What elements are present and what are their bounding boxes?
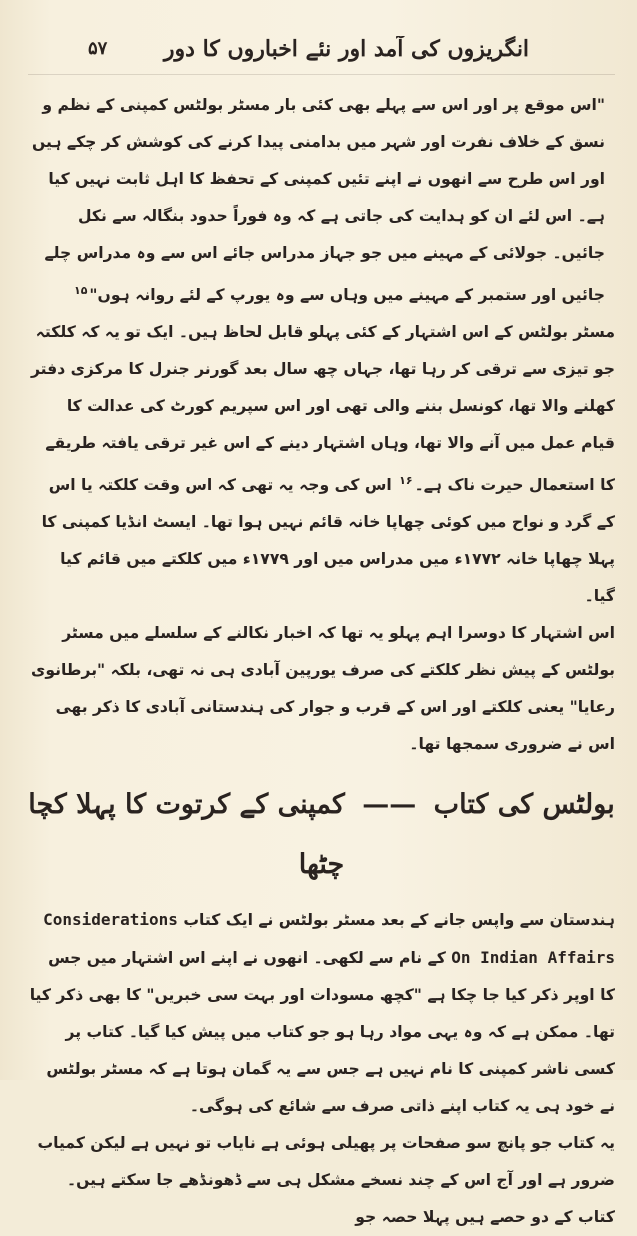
heading-subtitle: کمپنی کے کرتوت کا پہلا کچا چٹھا	[28, 789, 345, 881]
paragraph-text-continued: اس کی وجہ یہ تھی کہ اس وقت کلکتہ یا اس کے گرد و نواح میں کوئی چھاپا خانہ قائم نہیں ہوا تھا۔ ایسٹ انڈیا کمپنی کا پہلا چھاپا خانہ ۱۷۷۲ء میں مدراس میں اور ۱۷۷۹ء میں کلکتے میں قائم کیا گیا۔	[41, 476, 615, 606]
page-number: ۵۷	[88, 38, 108, 59]
paragraph-text: اس اشتہار کا دوسرا اہم پہلو یہ تھا کہ اخبار نکالنے کے سلسلے میں مسٹر بولٹس کے پیش نظر کلکتے کی صرف یورپین آبادی ہی نہ تھی، بلکہ "برطانوی رعایا" یعنی کلکتے اور اس کے قرب و جوار کی ہندستانی آبادی کا ذکر بھی اس نے ضروری سمجھا تھا۔	[31, 624, 615, 754]
english-title-part-1: Considerations	[43, 910, 178, 930]
paragraph-book-intro	[28, 901, 615, 1125]
quoted-order	[28, 87, 615, 314]
page-header	[28, 30, 615, 75]
paragraph-book-rarity	[28, 1125, 615, 1236]
paragraph-text: مسٹر بولٹس کے اس اشتہار کے کئی پہلو قابل لحاظ ہیں۔ ایک تو یہ کہ کلکتہ جو تیزی سے ترقی کر رہا تھا، جہاں چھ سال بعد گورنر جنرل کا مرکزی دفتر کھلنے والا تھا، کونسل بننے والی تھی اور اس سپریم کورٹ کی عدالت کا قیام عمل میں آنے والا تھا، وہاں اشتہار دینے کے اس غیر ترقی یافتہ طریقے کا استعمال حیرت ناک ہے۔	[30, 323, 615, 495]
heading-dash: ——	[362, 789, 417, 821]
footnote-marker-15: ۱۵	[73, 284, 88, 297]
paragraph-text: ہندستان سے واپس جانے کے بعد مسٹر بولٹس نے ایک کتاب	[183, 911, 615, 930]
quote-text: "اس موقع پر اور اس سے پہلے بھی کئی بار مسٹر بولٹس کمپنی کے نظم و نسق کے خلاف نفرت اور شہر میں بدامنی پیدا کرنے کی کوشش کر چکے ہیں اور اس طرح سے انھوں نے اپنے تئیں کمپنی کے تحفظ کا اہل ثابت نہیں کیا ہے۔ اس لئے ان کو ہدایت کی جاتی ہے کہ وہ فوراً حدود بنگالہ سے نکل جائیں۔ جولائی کے مہینے میں جو جہاز مدراس جائے اس سے وہ مدراس چلے جائیں اور ستمبر کے مہینے میں وہاں سے وہ یورپ کے لئے روانہ ہوں"	[31, 96, 605, 305]
footnote-marker-16: ۱۶	[399, 474, 413, 488]
paragraph-text-continued: کے نام سے لکھی۔ انھوں نے اپنے اس اشتہار میں جس کا اوپر ذکر کیا جا چکا ہے "کچھ مسودات اور بہت سی خبریں" کا بھی ذکر کیا تھا۔ ممکن ہے کہ وہ یہی مواد رہا ہو جو کتاب میں پیش کیا گیا۔ کتاب پر کسی ناشر کمپنی کا نام نہیں ہے جس سے یہ گمان ہوتا ہے کہ مسٹر بولٹس نے خود ہی یہ کتاب اپنے ذاتی صرف سے شائع کی ہوگی۔	[29, 949, 615, 1116]
section-heading	[28, 775, 615, 895]
heading-book-title: بولٹس کی کتاب	[433, 789, 615, 821]
paragraph-advert-aspects	[28, 314, 615, 615]
running-title: انگریزوں کی آمد اور نئے اخباروں کا دور	[163, 36, 530, 62]
english-title-part-2: On Indian Affairs	[451, 948, 615, 968]
paragraph-text: یہ کتاب جو پانچ سو صفحات پر پھیلی ہوئی ہے نایاب تو نہیں ہے لیکن کمیاب ضرور ہے اور آج اس کے چند نسخے مشکل ہی سے ڈھونڈھے جا سکتے ہیں۔ کتاب کے دو حصے ہیں پہلا حصہ جو	[37, 1134, 615, 1227]
paragraph-second-aspect	[28, 615, 615, 763]
